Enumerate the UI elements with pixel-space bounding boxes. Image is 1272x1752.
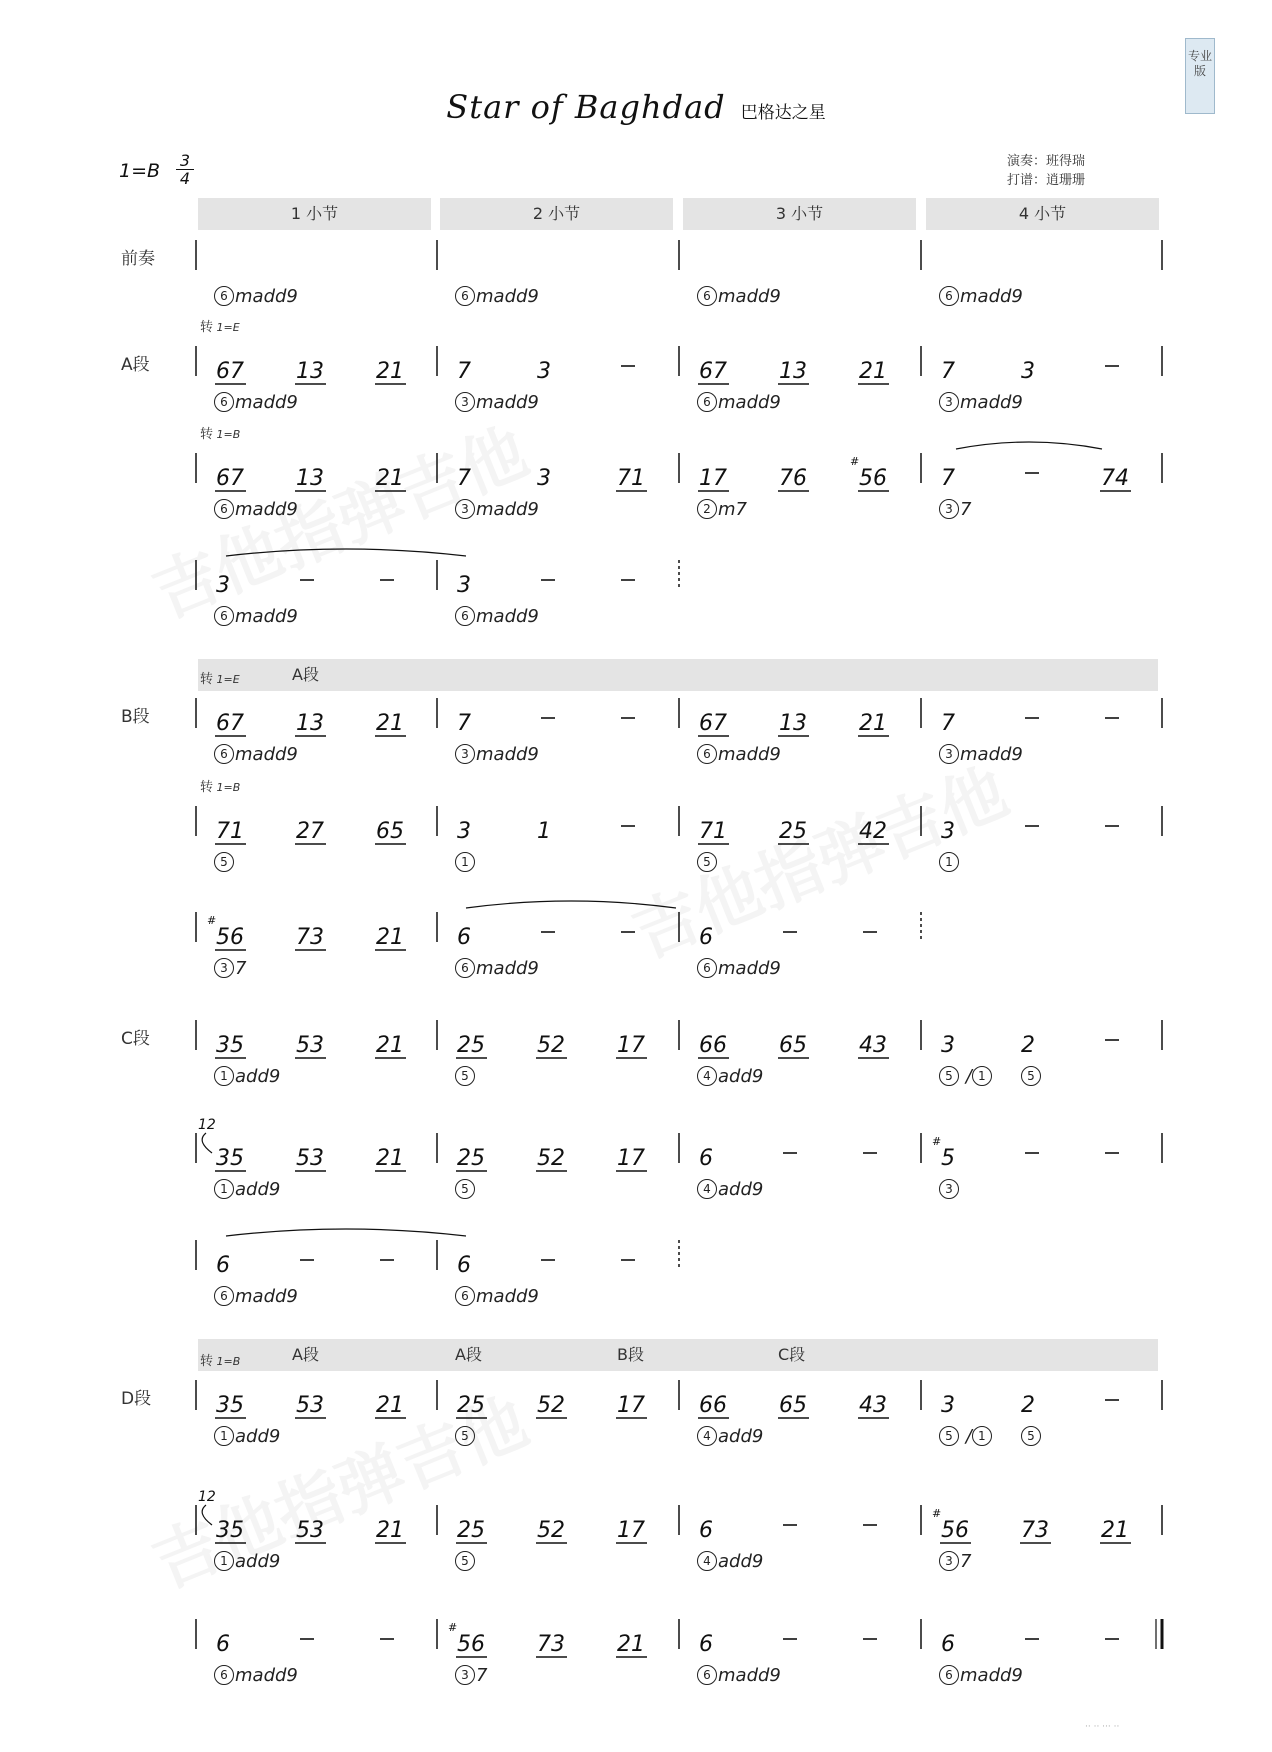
jianpu-note: 21 [376,1033,404,1058]
jianpu-note: 7 [941,711,955,736]
string-number: 6 [455,1286,475,1306]
string-number: 5 [455,1066,475,1086]
phrase-slur [226,1229,466,1236]
section-label: D段 [121,1389,152,1409]
chord-symbol [939,744,1023,765]
grace-slur [202,1505,212,1525]
jianpu-note: 21 [376,1146,404,1171]
jianpu-note: 2 [1021,1393,1035,1418]
jianpu-note: 42 [859,819,887,844]
key-change-marker [200,423,240,442]
key-change-prefix: 转 [200,320,214,335]
string-number: 5 [1021,1426,1041,1446]
key-change-value: 1=B [213,1355,241,1368]
chord-quality: add9 [235,1551,281,1572]
grace-note: 12 [198,1489,216,1505]
measure-header-2: 2 小节 [440,198,673,230]
jianpu-note: 13 [296,359,324,384]
chord-quality: madd9 [960,286,1023,307]
slash-separator: / [960,1066,972,1087]
chord-symbol [939,1551,971,1572]
band-label: A段 [292,665,319,684]
chord-quality: madd9 [718,1665,781,1686]
string-number: 1 [939,852,959,872]
string-number: 1 [214,1551,234,1571]
chord-symbol [214,1179,280,1200]
jianpu-note: 6 [216,1253,230,1278]
chord-symbol [455,852,476,873]
jianpu-note: 3 [941,819,955,844]
jianpu-note: 7 [457,359,471,384]
band-label: A段 [292,1345,319,1364]
key-change-value: 1=E [213,673,240,686]
jianpu-note: 67 [216,466,244,491]
string-number: 3 [455,1665,475,1685]
chord-symbol [455,958,539,979]
jianpu-note: 25 [779,819,807,844]
sharp-sign: # [207,914,217,927]
jianpu-note: 6 [216,1632,230,1657]
key-change-marker [200,668,240,687]
chord-symbol [1021,1426,1042,1447]
jianpu-note: 56 [941,1518,969,1543]
jianpu-note: 35 [216,1146,244,1171]
jianpu-note: 65 [779,1393,807,1418]
chord-symbol [939,1179,960,1200]
string-number: 6 [697,1665,717,1685]
sharp-sign: # [932,1135,942,1148]
key-change-marker [200,776,240,795]
chord-quality: add9 [718,1179,764,1200]
string-number: 5 [455,1426,475,1446]
string-number: 6 [939,286,959,306]
chord-symbol [939,1066,993,1087]
transcriber-credit: 打谱：逍珊珊 [1007,173,1086,188]
string-number: 3 [939,1179,959,1199]
band-label: B段 [617,1345,644,1364]
jianpu-note: 13 [779,359,807,384]
chord-symbol [214,1665,298,1686]
grace-note: 12 [198,1117,216,1133]
chord-quality: add9 [235,1179,281,1200]
jianpu-note: 53 [296,1146,324,1171]
string-number: 5 [939,1066,959,1086]
string-number: 1 [972,1066,992,1086]
chord-symbol [697,1179,763,1200]
jianpu-note: 56 [859,466,887,491]
string-number: 6 [455,286,475,306]
jianpu-note: 1 [537,819,551,844]
jianpu-note: 3 [537,359,551,384]
chord-quality: madd9 [476,1286,539,1307]
chord-symbol [455,392,539,413]
chord-symbol [939,852,960,873]
string-number: 3 [455,499,475,519]
chord-symbol [455,1665,487,1686]
chord-symbol [697,1066,763,1087]
jianpu-note: 21 [617,1632,645,1657]
measure-header-1: 1 小节 [198,198,431,230]
chord-symbol [455,606,539,627]
sharp-sign: # [932,1507,942,1520]
chord-quality: add9 [235,1066,281,1087]
jianpu-note: 6 [457,1253,471,1278]
chord-symbol [455,1551,476,1572]
string-number: 3 [939,1551,959,1571]
chord-symbol [697,499,747,520]
band-label: C段 [778,1345,806,1364]
string-number: 6 [214,392,234,412]
jianpu-note: 67 [699,711,727,736]
jianpu-note: 21 [376,359,404,384]
chord-quality: madd9 [960,744,1023,765]
chord-symbol [455,1286,539,1307]
jianpu-note: 17 [699,466,727,491]
jianpu-note: 25 [457,1146,485,1171]
jianpu-note: 53 [296,1393,324,1418]
jianpu-note: 67 [216,711,244,736]
jianpu-note: 25 [457,1393,485,1418]
chord-symbol [697,744,781,765]
chord-symbol [939,499,971,520]
chord-symbol [939,286,1023,307]
string-number: 4 [697,1426,717,1446]
string-number: 1 [455,852,475,872]
jianpu-note: 35 [216,1033,244,1058]
chord-symbol [214,1066,280,1087]
string-number: 6 [214,744,234,764]
string-number: 6 [214,1665,234,1685]
chord-quality: madd9 [235,606,298,627]
chord-quality: 7 [960,499,972,520]
string-number: 3 [455,744,475,764]
band-label: A段 [455,1345,482,1364]
chord-quality: add9 [718,1551,764,1572]
chord-symbol [939,1665,1023,1686]
jianpu-note: 7 [457,711,471,736]
jianpu-note: 56 [457,1632,485,1657]
chord-symbol [214,286,298,307]
chord-quality: madd9 [235,744,298,765]
jianpu-note: 66 [699,1393,727,1418]
chord-quality: add9 [235,1426,281,1447]
jianpu-note: 56 [216,925,244,950]
jianpu-note: 71 [699,819,727,844]
jianpu-note: 73 [296,925,324,950]
chord-quality: madd9 [476,499,539,520]
jianpu-note: 21 [376,711,404,736]
jianpu-note: 13 [779,711,807,736]
string-number: 3 [939,499,959,519]
title-chinese: 巴格达之星 [740,103,826,123]
jianpu-note: 73 [537,1632,565,1657]
key-change-prefix: 转 [200,780,214,795]
section-label: B段 [121,707,150,727]
jianpu-note: 53 [296,1518,324,1543]
jianpu-note: 3 [941,1393,955,1418]
sharp-sign: # [850,455,860,468]
key-change-marker [200,316,240,335]
chord-symbol [939,1426,993,1447]
string-number: 5 [455,1179,475,1199]
section-label: C段 [121,1029,150,1049]
jianpu-note: 17 [617,1518,645,1543]
jianpu-note: 35 [216,1393,244,1418]
jianpu-note: 74 [1101,466,1129,491]
jianpu-note: 52 [537,1518,565,1543]
grace-slur [202,1133,212,1153]
string-number: 3 [939,744,959,764]
jianpu-note: 3 [457,819,471,844]
string-number: 1 [214,1066,234,1086]
jianpu-note: 52 [537,1033,565,1058]
chord-symbol [697,1665,781,1686]
chord-quality: madd9 [476,606,539,627]
chord-quality: madd9 [235,499,298,520]
chord-quality: madd9 [960,392,1023,413]
chord-quality: 7 [235,958,247,979]
chord-quality: madd9 [235,392,298,413]
string-number: 6 [697,744,717,764]
chord-symbol [214,958,246,979]
chord-quality: madd9 [235,1665,298,1686]
chord-symbol [214,1286,298,1307]
key-change-value: 1=B [213,781,241,794]
jianpu-note: 3 [216,573,230,598]
jianpu-note: 5 [941,1146,955,1171]
jianpu-note: 3 [537,466,551,491]
chord-quality: madd9 [718,744,781,765]
jianpu-note: 6 [457,925,471,950]
title-english: Star of Baghdad [446,88,726,126]
chord-symbol [214,1551,280,1572]
phrase-slur [956,442,1102,449]
jianpu-note: 21 [859,359,887,384]
chord-quality: madd9 [476,744,539,765]
chord-symbol [697,1551,763,1572]
chord-quality: madd9 [476,286,539,307]
time-signature-bottom: 4 [176,169,194,187]
jianpu-note: 43 [859,1033,887,1058]
jianpu-note: 43 [859,1393,887,1418]
chord-symbol [455,744,539,765]
string-number: 5 [1021,1066,1041,1086]
jianpu-note: 3 [1021,359,1035,384]
string-number: 1 [972,1426,992,1446]
measure-header-4: 4 小节 [926,198,1159,230]
chord-symbol [214,744,298,765]
jianpu-note: 25 [457,1033,485,1058]
jianpu-note: 65 [376,819,404,844]
section-label: 前奏 [121,249,155,269]
jianpu-note: 3 [457,573,471,598]
jianpu-note: 3 [941,1033,955,1058]
string-number: 6 [214,499,234,519]
string-number: 1 [214,1426,234,1446]
measure-header-3: 3 小节 [683,198,916,230]
jianpu-note: 21 [376,1518,404,1543]
chord-symbol [214,852,235,873]
jianpu-note: 21 [859,711,887,736]
jianpu-note: 6 [699,925,713,950]
jianpu-note: 17 [617,1393,645,1418]
chord-quality: add9 [718,1426,764,1447]
jianpu-note: 71 [216,819,244,844]
chord-quality: madd9 [235,1286,298,1307]
chord-symbol [1021,1066,1042,1087]
chord-quality: m7 [718,499,747,520]
jianpu-note: 6 [699,1632,713,1657]
jianpu-note: 65 [779,1033,807,1058]
string-number: 4 [697,1179,717,1199]
string-number: 2 [697,499,717,519]
jianpu-note: 27 [296,819,324,844]
string-number: 6 [214,286,234,306]
jianpu-note: 6 [941,1632,955,1657]
chord-symbol [697,958,781,979]
key-change-value: 1=E [213,321,240,334]
jianpu-note: 25 [457,1518,485,1543]
string-number: 3 [939,392,959,412]
chord-symbol [214,1426,280,1447]
sharp-sign: # [448,1621,458,1634]
jianpu-note: 6 [699,1518,713,1543]
chord-symbol [939,392,1023,413]
footer: ·· ·· ··· ·· [1085,1722,1120,1732]
chord-quality: madd9 [718,286,781,307]
string-number: 6 [697,286,717,306]
chord-quality: madd9 [476,392,539,413]
key-change-value: 1=B [213,428,241,441]
jianpu-note: 17 [617,1146,645,1171]
string-number: 1 [214,1179,234,1199]
chord-quality: madd9 [476,958,539,979]
jianpu-note: 67 [699,359,727,384]
string-number: 6 [455,958,475,978]
jianpu-note: 17 [617,1033,645,1058]
string-number: 6 [214,606,234,626]
string-number: 5 [939,1426,959,1446]
jianpu-note: 21 [376,925,404,950]
chord-symbol [697,286,781,307]
chord-symbol [697,852,718,873]
edition-badge: 专业版 [1185,38,1215,114]
chord-quality: madd9 [960,1665,1023,1686]
string-number: 5 [214,852,234,872]
jianpu-note: 13 [296,466,324,491]
performer-credit: 演奏：班得瑞 [1007,154,1086,169]
chord-quality: madd9 [718,392,781,413]
string-number: 6 [455,606,475,626]
jianpu-note: 21 [376,466,404,491]
key-change-prefix: 转 [200,1354,214,1369]
chord-quality: add9 [718,1066,764,1087]
jianpu-note: 2 [1021,1033,1035,1058]
chord-symbol [214,392,298,413]
key-change-marker [200,1350,240,1369]
chord-symbol [455,1066,476,1087]
chord-symbol [214,606,298,627]
key-change-prefix: 转 [200,427,214,442]
string-number: 4 [697,1066,717,1086]
key-change-prefix: 转 [200,672,214,687]
key-signature: 1=B [119,160,161,182]
string-number: 5 [455,1551,475,1571]
jianpu-note: 67 [216,359,244,384]
string-number: 6 [697,392,717,412]
jianpu-note: 13 [296,711,324,736]
chord-symbol [697,392,781,413]
chord-symbol [697,1426,763,1447]
chord-symbol [455,286,539,307]
string-number: 6 [214,1286,234,1306]
phrase-slur [226,549,466,556]
jianpu-note: 21 [376,1393,404,1418]
phrase-slur [466,901,676,908]
jianpu-note: 71 [617,466,645,491]
chord-symbol [455,499,539,520]
jianpu-note: 52 [537,1146,565,1171]
string-number: 3 [455,392,475,412]
chord-quality: madd9 [718,958,781,979]
chord-symbol [455,1179,476,1200]
string-number: 5 [697,852,717,872]
chord-quality: madd9 [235,286,298,307]
jianpu-note: 53 [296,1033,324,1058]
string-number: 6 [697,958,717,978]
chord-symbol [455,1426,476,1447]
jianpu-note: 7 [941,466,955,491]
jianpu-note: 52 [537,1393,565,1418]
jianpu-note: 66 [699,1033,727,1058]
jianpu-note: 35 [216,1518,244,1543]
time-signature-top: 3 [179,151,191,170]
string-number: 6 [939,1665,959,1685]
slash-separator: / [960,1426,972,1447]
jianpu-note: 7 [941,359,955,384]
string-number: 3 [214,958,234,978]
string-number: 4 [697,1551,717,1571]
jianpu-note: 7 [457,466,471,491]
chord-symbol [214,499,298,520]
chord-quality: 7 [960,1551,972,1572]
chord-quality: 7 [476,1665,488,1686]
jianpu-note: 76 [779,466,807,491]
jianpu-note: 6 [699,1146,713,1171]
section-label: A段 [121,355,150,375]
jianpu-note: 21 [1101,1518,1129,1543]
jianpu-note: 73 [1021,1518,1049,1543]
